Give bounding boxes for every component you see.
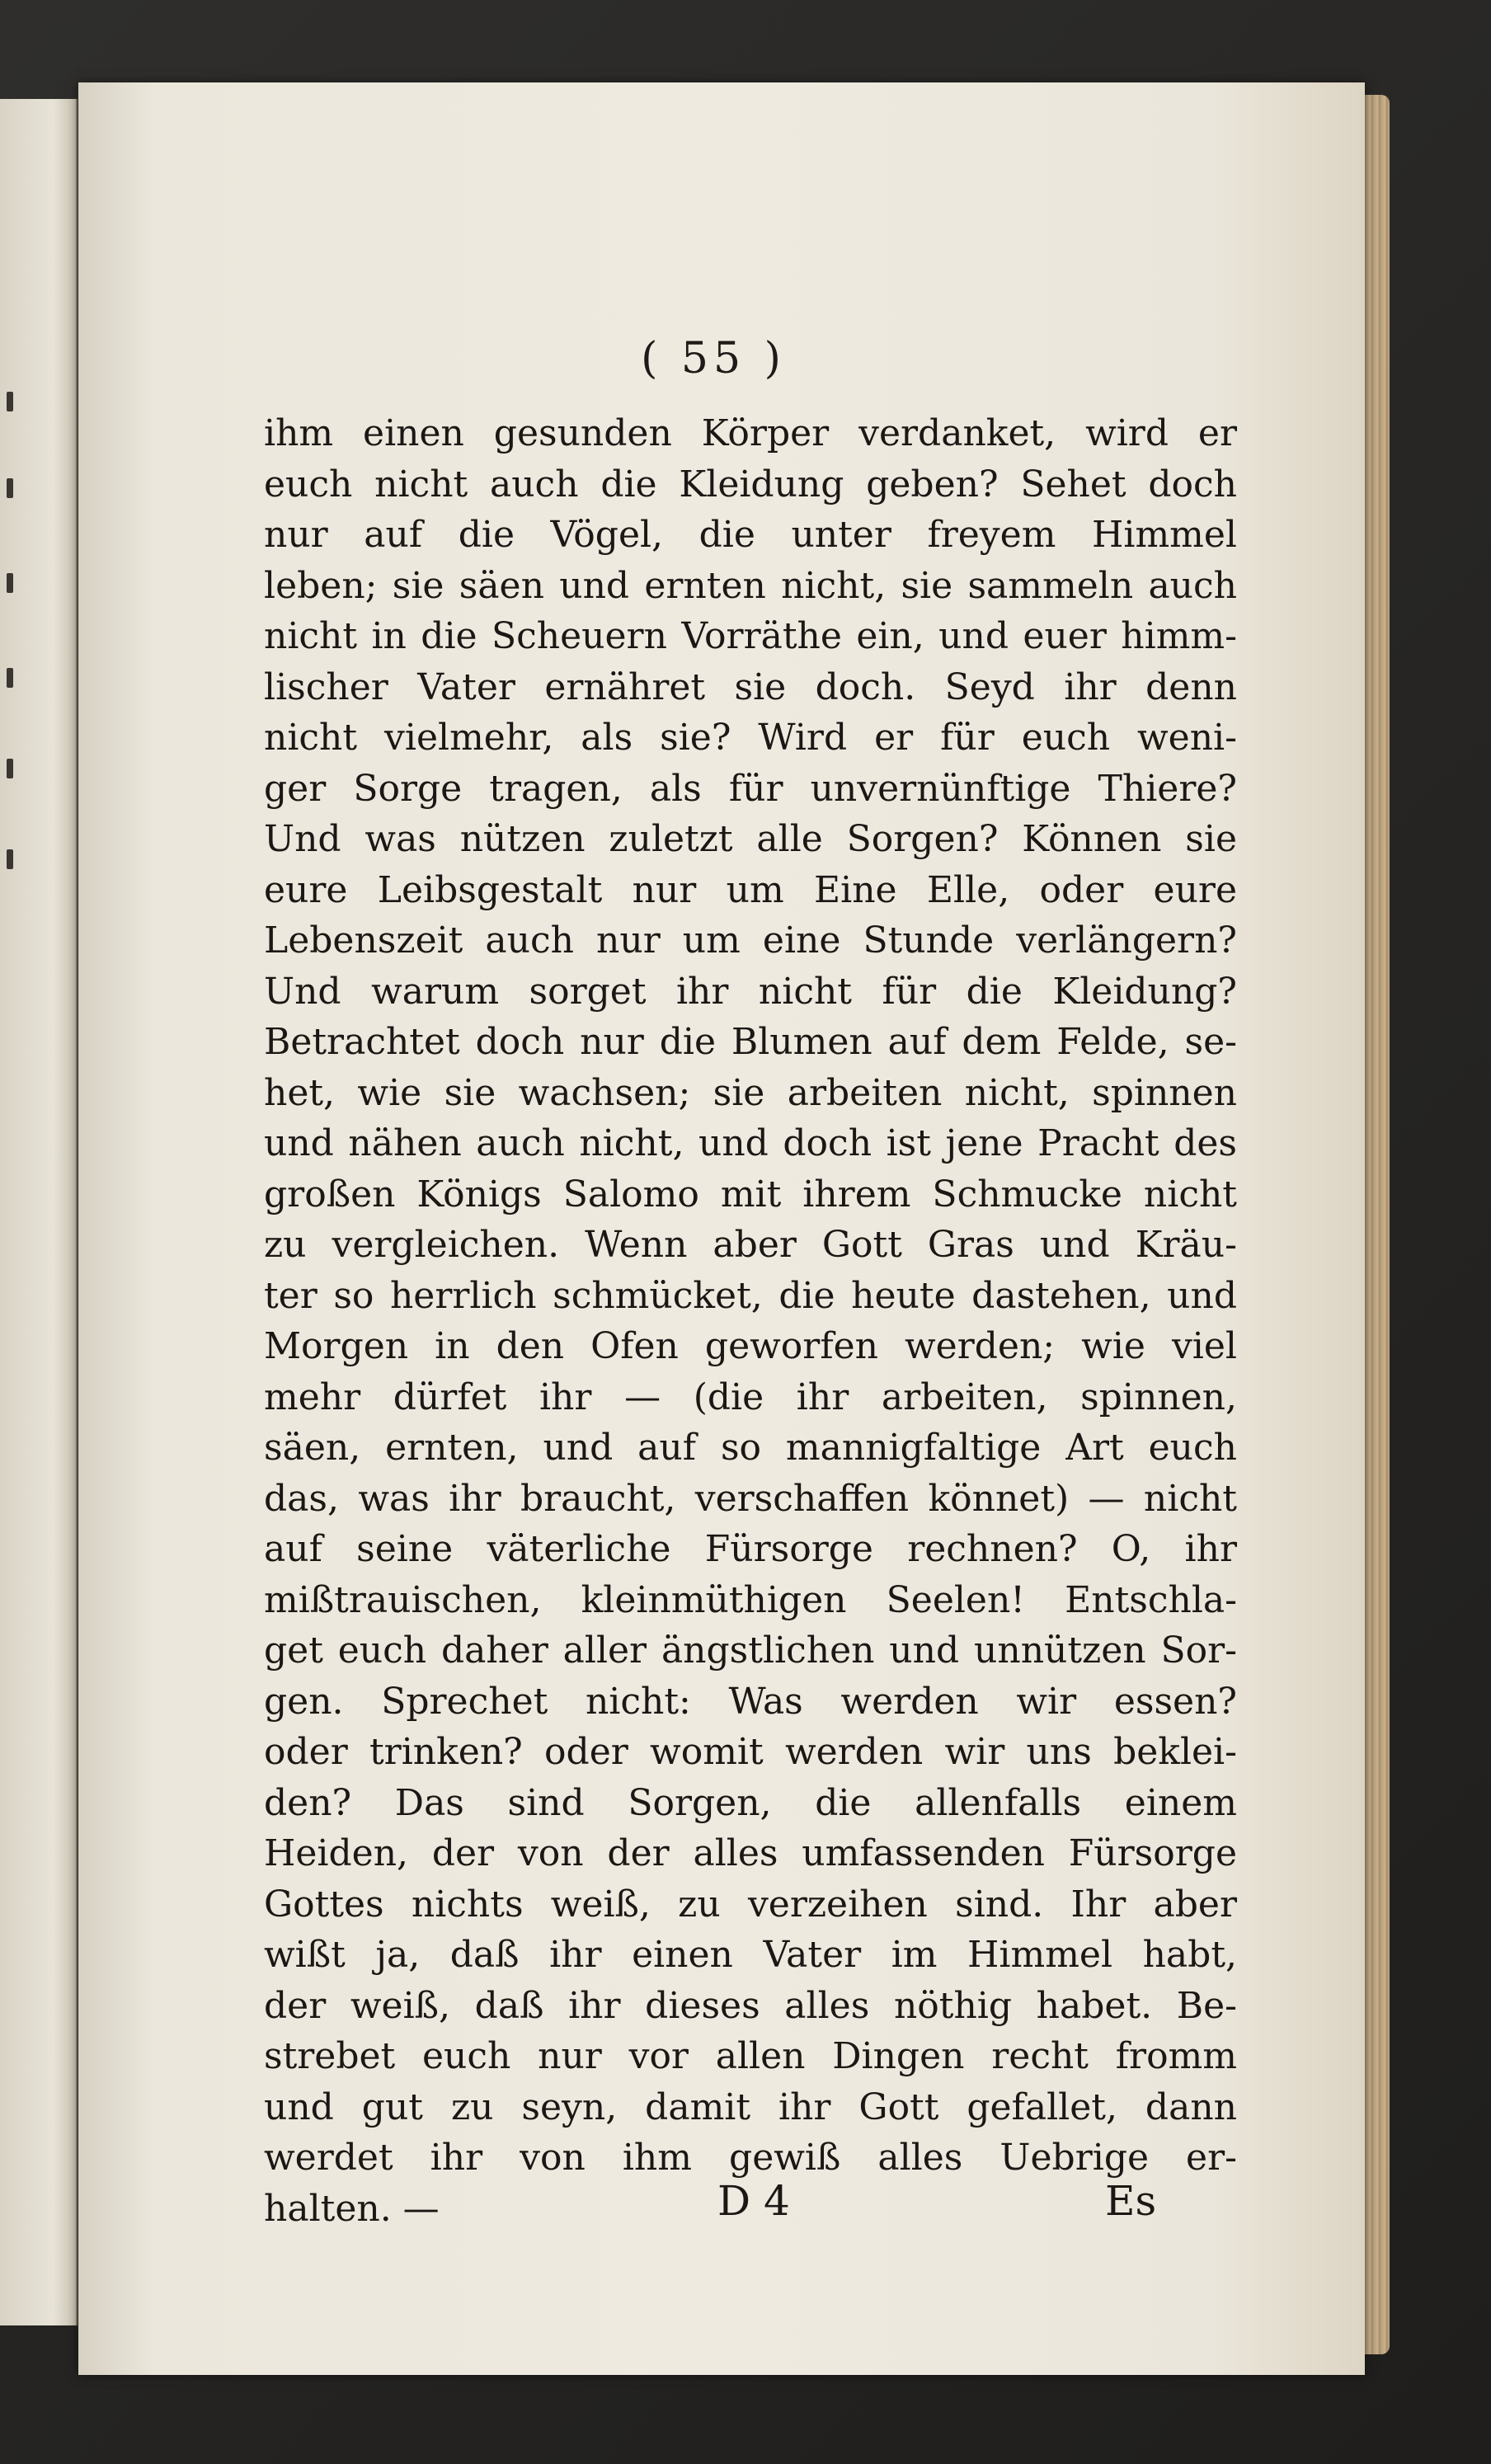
text-line: und gut zu seyn, damit ihr Gott gefallet, dann	[264, 2085, 1237, 2128]
text-line: säen, ernten, und auf so mannigfaltige Art euch	[264, 1427, 1237, 1469]
book-page	[78, 82, 1365, 2375]
text-line: werdet ihr von ihm gewiß alles Uebrige er-	[264, 2137, 1237, 2179]
text-line: den? Das sind Sorgen, die allenfalls einem	[264, 1781, 1237, 1824]
text-line: leben; sie säen und ernten nicht, sie sammeln auch	[264, 564, 1237, 607]
text-line: und nähen auch nicht, und doch ist jene Pracht des	[264, 1122, 1237, 1164]
text-line: der weiß, daß ihr dieses alles nöthig habet. Be-	[264, 1984, 1237, 2027]
signature-mark: D 4	[717, 2177, 790, 2225]
page-text	[264, 408, 1237, 2234]
text-line: mißtrauischen, kleinmüthigen Seelen! Entschla-	[264, 1578, 1237, 1621]
text-line: zu vergleichen. Wenn aber Gott Gras und Kräu-	[264, 1224, 1237, 1266]
text-line: nur auf die Vögel, die unter freyem Himmel	[264, 514, 1237, 556]
text-line: wißt ja, daß ihr einen Vater im Himmel habt,	[264, 1934, 1237, 1976]
text-line: euch nicht auch die Kleidung geben? Sehet doch	[264, 463, 1237, 505]
text-line: Heiden, der von der alles umfassenden Fürsorge	[264, 1832, 1237, 1874]
text-line: nicht vielmehr, als sie? Wird er für euch weni-	[264, 717, 1237, 759]
text-line: Morgen in den Ofen geworfen werden; wie viel	[264, 1325, 1237, 1367]
ink-mark	[7, 759, 13, 778]
ink-mark	[7, 668, 13, 688]
text-line: halten. —	[264, 2187, 440, 2230]
text-line: ihm einen gesunden Körper verdanket, wird er	[264, 412, 1237, 454]
text-line: mehr dürfet ihr — (die ihr arbeiten, spinnen,	[264, 1375, 1237, 1418]
ink-mark	[7, 478, 13, 498]
catchword: Es	[1105, 2177, 1157, 2225]
text-line: Und was nützen zuletzt alle Sorgen? Können sie	[264, 818, 1237, 860]
text-line: strebet euch nur vor allen Dingen recht fromm	[264, 2035, 1237, 2077]
text-line: get euch daher aller ängstlichen und unnützen Sor-	[264, 1629, 1237, 1672]
text-line: Gottes nichts weiß, zu verzeihen sind. Ihr aber	[264, 1883, 1237, 1926]
text-line: nicht in die Scheuern Vorräthe ein, und euer himm-	[264, 615, 1237, 657]
text-line: Lebenszeit auch nur um eine Stunde verlängern?	[264, 919, 1237, 962]
text-line: großen Königs Salomo mit ihrem Schmucke nicht	[264, 1173, 1237, 1216]
text-line: ger Sorge tragen, als für unvernünftige Thiere?	[264, 767, 1237, 810]
text-line: oder trinken? oder womit werden wir uns beklei-	[264, 1731, 1237, 1773]
text-line: eure Leibsgestalt nur um Eine Elle, oder eure	[264, 868, 1237, 911]
text-line: das, was ihr braucht, verschaffen könnet) — nicht	[264, 1477, 1237, 1520]
ink-mark	[7, 392, 13, 411]
ink-mark	[7, 849, 13, 869]
text-line: het, wie sie wachsen; sie arbeiten nicht, spinnen	[264, 1071, 1237, 1114]
text-line: Und warum sorget ihr nicht für die Kleidung?	[264, 970, 1237, 1013]
page-number: ( 55 )	[641, 334, 786, 383]
ink-mark	[7, 573, 13, 593]
text-line: ter so herrlich schmücket, die heute dastehen, und	[264, 1274, 1237, 1317]
left-page-edge	[0, 99, 78, 2325]
text-line: Betrachtet doch nur die Blumen auf dem Felde, se-	[264, 1021, 1237, 1063]
text-line: lischer Vater ernähret sie doch. Seyd ihr denn	[264, 665, 1237, 708]
text-line: gen. Sprechet nicht: Was werden wir essen?	[264, 1680, 1237, 1723]
text-line: auf seine väterliche Fürsorge rechnen? O, ihr	[264, 1528, 1237, 1570]
